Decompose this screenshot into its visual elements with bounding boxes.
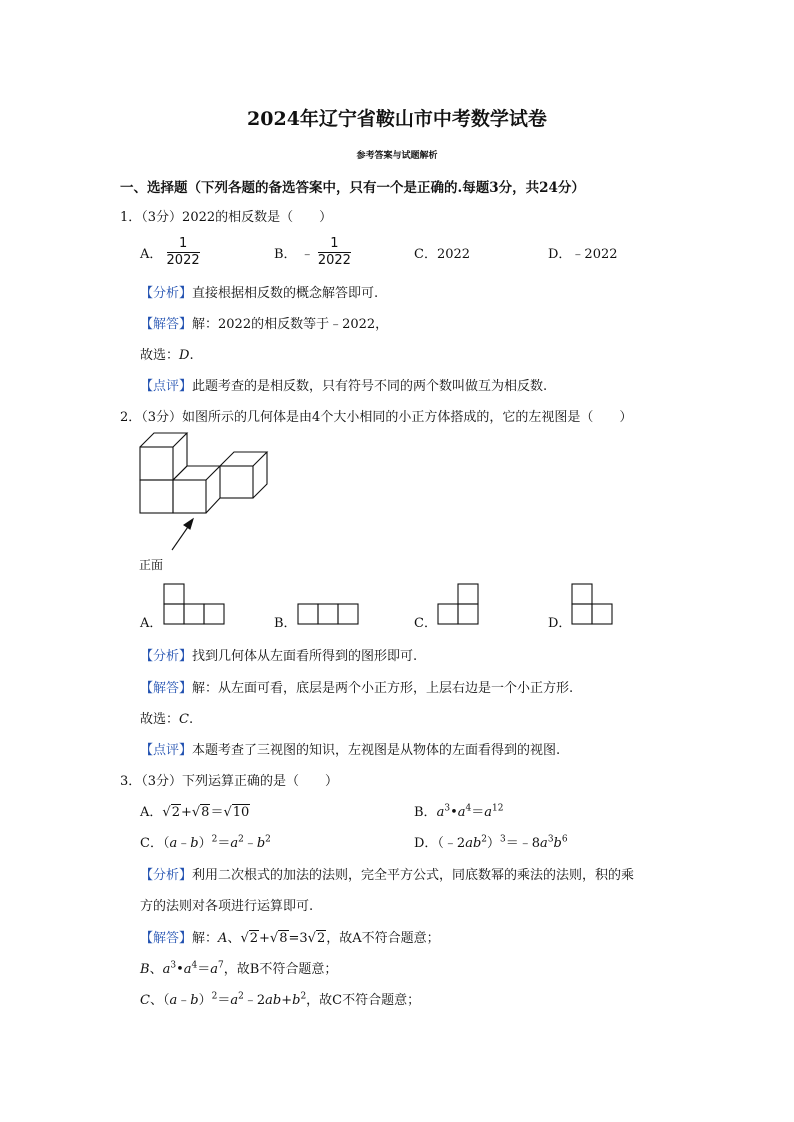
q1-analysis-tag: 【分析】	[140, 286, 193, 301]
q1-choice-letter: D	[179, 348, 190, 363]
q1-option-b-sign: ﹣	[300, 247, 314, 262]
q3-option-c: C．$(a﹣b)^2=a^2﹣b^2$	[140, 834, 271, 851]
q1-answer-tag: 【解答】	[140, 317, 193, 332]
section-heading: 一、选择题（下列各题的备选答案中，只有一个是正确的.每题3分，共24分）	[120, 180, 585, 196]
q3-analysis-text-1: 利用二次根式的加法的法则，完全平方公式，同底数幂的乘法的法则，积的乘	[192, 868, 635, 883]
q3-answer-line-c: C、$(a﹣b)^2=a^2﹣2ab+b^2$，故C不符合题意；	[140, 991, 421, 1008]
q1-option-c: C．2022	[414, 247, 471, 262]
q2-analysis-tag: 【分析】	[140, 649, 193, 664]
q2-choice-letter: C	[179, 712, 189, 727]
q3-option-d: D．$(﹣2ab^2)^3=﹣8a^3b^6$	[414, 834, 568, 851]
q2-option-c-figure	[436, 582, 480, 626]
q3-option-a: A．√2+√8＝√10	[140, 805, 250, 820]
q2-answer-text: 解：从左面可看，底层是两个小正方形，上层右边是一个小正方形.	[192, 681, 574, 696]
q1-stem: 1．（3分）2022的相反数是（ ）	[120, 210, 333, 225]
q1-option-a-label: A．	[140, 247, 163, 262]
q2-stem: 2．（3分）如图所示的几何体是由4个大小相同的小正方体搭成的，它的左视图是（ ）	[120, 410, 633, 425]
q1-b-numerator: 1	[318, 236, 351, 253]
q1-answer-text: 解：2022的相反数等于﹣2022，	[192, 317, 389, 332]
q3-line-b-tail: ，故B不符合题意；	[223, 962, 338, 977]
q1-answer	[140, 313, 388, 332]
q1-choice: 故选：D.	[140, 348, 194, 363]
q3-analysis-line2: 方的法则对各项进行运算即可.	[140, 899, 314, 914]
q3-stem: 3．（3分）下列运算正确的是（ ）	[120, 774, 339, 789]
q1-option-b	[274, 236, 351, 269]
q1-choice-label: 故选：	[140, 348, 180, 363]
q2-review	[140, 739, 560, 758]
q3-line-a-tail: ，故A不符合题意；	[326, 931, 440, 946]
q2-choice: 故选：C.	[140, 712, 194, 727]
q1-review-text: 此题考查的是相反数，只有符号不同的两个数叫做互为相反数.	[192, 379, 548, 394]
q1-option-a-fraction	[167, 236, 200, 269]
q3-option-b: B．$a^3•a^4=a^{12}$	[414, 803, 504, 820]
q1-analysis-text: 直接根据相反数的概念解答即可.	[192, 286, 379, 301]
q2-option-b-label: B．	[274, 616, 297, 631]
q2-analysis-text: 找到几何体从左面看所得到的图形即可.	[192, 649, 418, 664]
q3-analysis-tag: 【分析】	[140, 868, 193, 883]
q2-answer	[140, 677, 573, 696]
q3-answer-line-b: B、$a^3•a^4=a^7$，故B不符合题意；	[140, 960, 338, 977]
q2-review-text: 本题考查了三视图的知识，左视图是从物体的左面看得到的视图.	[192, 743, 561, 758]
q3-answer-line-a: 【解答】解：A、√2+√8=3√2，故A不符合题意；	[140, 931, 440, 946]
q2-analysis	[140, 645, 417, 664]
q1-analysis	[140, 282, 378, 301]
q1-option-d: D．﹣2022	[548, 247, 618, 262]
q2-answer-tag: 【解答】	[140, 681, 193, 696]
q3-analysis-line1	[140, 864, 634, 883]
q3-line-c-tail: ，故C不符合题意；	[306, 993, 421, 1008]
page-title: 2024年辽宁省鞍山市中考数学试卷	[247, 108, 547, 130]
q2-choice-label: 故选：	[140, 712, 180, 727]
q1-option-b-label: B．	[274, 247, 297, 262]
q2-review-tag: 【点评】	[140, 743, 193, 758]
q2-option-a-label: A．	[140, 616, 163, 631]
q3-answer-prefix: 解：	[192, 931, 219, 946]
q2-option-a-figure	[162, 582, 226, 626]
q1-option-a	[140, 236, 200, 269]
q1-review-tag: 【点评】	[140, 379, 193, 394]
q2-option-b-figure	[296, 602, 360, 626]
q2-option-c-label: C．	[414, 616, 437, 631]
q2-front-label: 正面	[139, 558, 164, 572]
q1-a-numerator: 1	[167, 236, 200, 253]
q1-review	[140, 375, 547, 394]
q2-option-d-figure	[570, 582, 614, 626]
q2-option-d-label: D．	[548, 616, 572, 631]
q1-option-b-fraction	[318, 236, 351, 269]
q3-answer-tag: 【解答】	[140, 931, 193, 946]
q1-a-denominator: 2022	[166, 253, 200, 268]
q1-b-denominator: 2022	[317, 253, 351, 268]
page-subtitle: 参考答案与试题解析	[356, 151, 438, 161]
